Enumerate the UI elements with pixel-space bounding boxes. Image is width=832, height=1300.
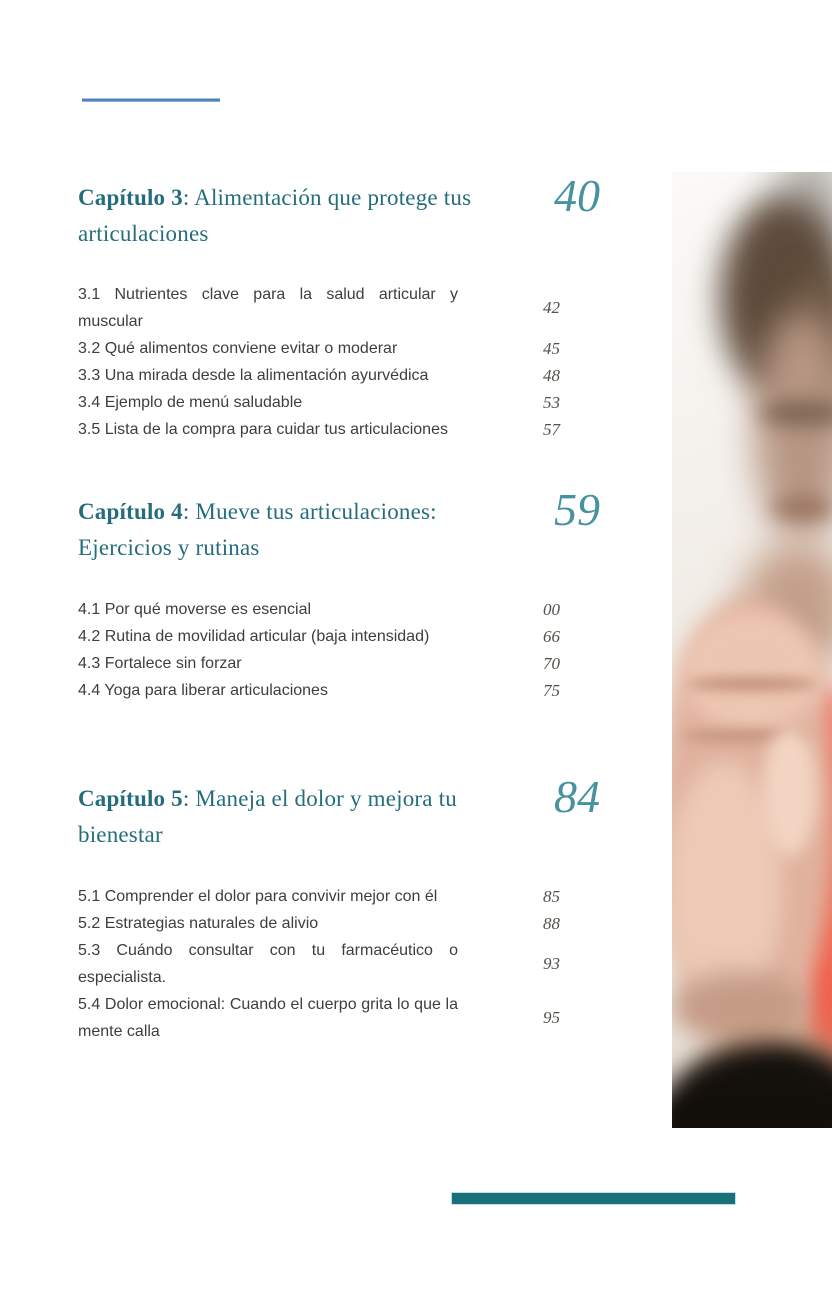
toc-item-page-number: 75 <box>543 680 560 700</box>
toc-item <box>78 416 598 443</box>
chapter-subtitle: : Maneja el dolor y mejora tu bienestar <box>78 786 457 847</box>
toc-item-title: 3.5 Lista de la compra para cuidar tus articulaciones <box>78 421 448 438</box>
toc-item <box>78 335 598 362</box>
photo-thumb <box>762 727 817 857</box>
chapter-item-list <box>78 883 598 1045</box>
toc-item-title: 4.3 Fortalece sin forzar <box>78 655 242 672</box>
toc-chapter <box>78 484 600 704</box>
toc-item <box>78 362 598 389</box>
chapter-heading-row <box>78 484 600 566</box>
toc-item <box>78 883 598 910</box>
toc-item-title: 3.4 Ejemplo de menú saludable <box>78 394 303 411</box>
footer-accent-bar <box>452 1193 735 1204</box>
photo-finger-shadow-1 <box>687 677 817 691</box>
chapter-heading-row <box>78 771 600 853</box>
toc-item-page-number: 66 <box>543 626 560 646</box>
toc-item-page-number: 42 <box>543 298 560 317</box>
toc-item-title: 3.3 Una mirada desde la alimentación ayurvédica <box>78 367 429 384</box>
chapter-item-list <box>78 596 598 704</box>
toc-item <box>78 596 598 623</box>
toc-item-title: 5.3 Cuándo consultar con tu farmacéutico o especialista. <box>78 942 458 986</box>
chapter-page-number: 84 <box>554 771 600 822</box>
toc-item <box>78 991 598 1045</box>
chapter-title <box>78 180 503 252</box>
photo-woman-hand-stretch <box>672 172 832 1128</box>
chapter-label: Capítulo 3 <box>78 185 183 210</box>
chapter-subtitle: : Mueve tus articulaciones: Ejercicios y rutinas <box>78 499 437 560</box>
toc-item <box>78 623 598 650</box>
chapter-title <box>78 781 503 853</box>
photo-fingers <box>682 612 822 732</box>
chapter-heading-row <box>78 170 600 252</box>
toc-item <box>78 281 598 335</box>
toc-item-page-number: 93 <box>543 954 560 973</box>
toc-item-title: 4.1 Por qué moverse es esencial <box>78 601 312 618</box>
photo-mouth-shadow <box>772 497 832 519</box>
table-of-contents <box>78 170 600 1096</box>
chapter-page-number: 40 <box>554 170 600 221</box>
photo-black-clothing-edge <box>672 1098 832 1128</box>
toc-item <box>78 389 598 416</box>
toc-item-page-number: 45 <box>543 338 560 358</box>
chapter-subtitle: : Alimentación que protege tus articulaciones <box>78 185 472 246</box>
toc-item-title: 4.2 Rutina de movilidad articular (baja intensidad) <box>78 628 430 645</box>
toc-item-page-number: 88 <box>543 913 560 933</box>
toc-item-title: 4.4 Yoga para liberar articulaciones <box>78 682 328 699</box>
chapter-label: Capítulo 5 <box>78 786 183 811</box>
chapter-item-list <box>78 281 598 443</box>
chapter-page-number: 59 <box>554 484 600 535</box>
toc-item-page-number: 95 <box>543 1008 560 1027</box>
toc-item-page-number: 48 <box>543 365 560 385</box>
toc-item <box>78 650 598 677</box>
toc-item <box>78 937 598 991</box>
toc-item-page-number: 53 <box>543 392 560 412</box>
chapter-title <box>78 494 503 566</box>
toc-item-title: 3.2 Qué alimentos conviene evitar o moderar <box>78 340 398 357</box>
toc-item-page-number: 00 <box>543 599 560 619</box>
toc-item-page-number: 85 <box>543 886 560 906</box>
toc-item <box>78 677 598 704</box>
toc-chapter <box>78 771 600 1045</box>
chapter-label: Capítulo 4 <box>78 499 183 524</box>
toc-item-page-number: 57 <box>543 419 560 439</box>
toc-item <box>78 910 598 937</box>
toc-item-title: 5.2 Estrategias naturales de alivio <box>78 915 319 932</box>
toc-chapter <box>78 170 600 443</box>
top-divider-line <box>82 98 220 102</box>
toc-item-title: 5.4 Dolor emocional: Cuando el cuerpo grita lo que la mente calla <box>78 996 458 1040</box>
toc-item-title: 5.1 Comprender el dolor para convivir mejor con él <box>78 888 438 905</box>
toc-item-title: 3.1 Nutrientes clave para la salud articular y muscular <box>78 286 458 330</box>
toc-item-page-number: 70 <box>543 653 560 673</box>
